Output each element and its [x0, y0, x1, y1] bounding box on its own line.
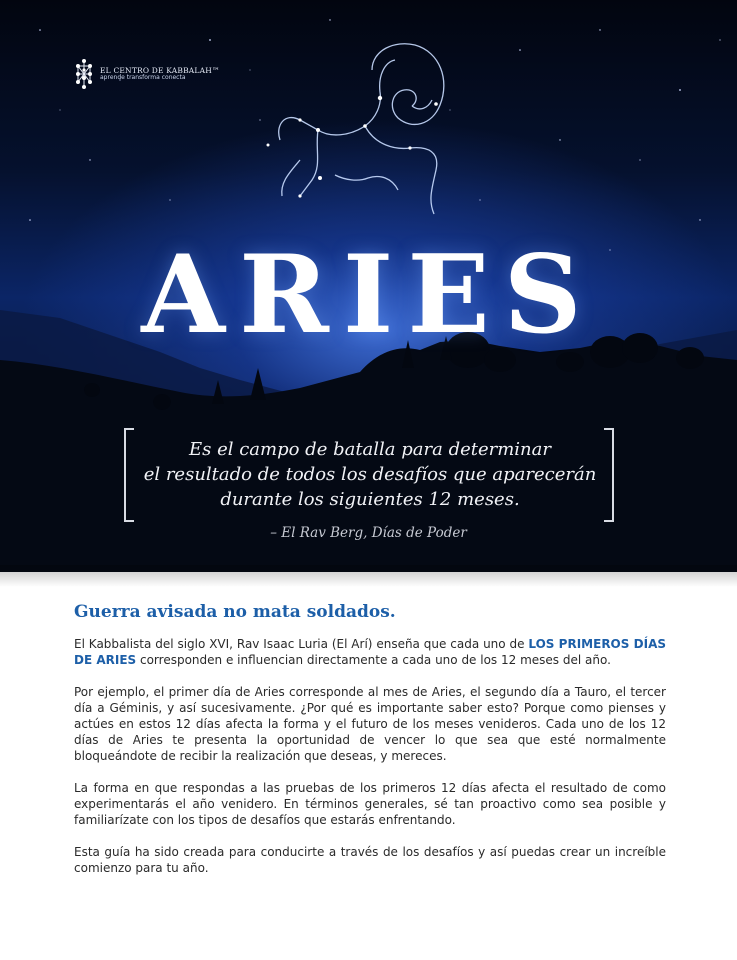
- tree-of-life-icon: [74, 58, 94, 90]
- quote-bracket-right: [604, 428, 614, 522]
- page-title: ARIES: [141, 232, 596, 358]
- paragraph-1: [74, 636, 666, 668]
- quote-bracket-left: [124, 428, 134, 522]
- section-divider-shadow: [0, 565, 737, 587]
- quote-attribution: – El Rav Berg, Días de Poder: [270, 525, 467, 541]
- stars: [29, 19, 720, 250]
- paragraph-2: Por ejemplo, el primer día de Aries corresponde al mes de Aries, el segundo día a Tauro, el tercer día a Géminis, y así sucesivamente. ¿Por qué es importante saber esto? Porque como pienses y actúes en estos 12 días afecta la forma y el futuro de los meses venideros. Cada uno de los 12 días de Aries te presenta la oportunidad de vencer lo que sea que esté normalmente bloqueándote de recibir la realización que deseas, y mereces.: [74, 685, 666, 763]
- quote-line: el resultado de todos los desafíos que aparecerán: [143, 464, 597, 485]
- paragraph-3: La forma en que respondas a las pruebas de los primeros 12 días afecta el resultado de como experimentarás el año venidero. En términos generales, sé tan proactivo como sea posible y familiarízate con los tipos de desafíos que estarás enfrentando.: [74, 781, 666, 827]
- article-heading: Guerra avisada no mata soldados.: [74, 602, 396, 622]
- quote-line: Es el campo de batalla para determinar: [188, 439, 551, 460]
- logo-name: EL CENTRO DE KABBALAH™: [100, 65, 220, 75]
- constellation-stars: [267, 96, 438, 198]
- highlight-first-days-of-aries: LOS PRIMEROS DÍAS DE ARIES: [74, 637, 666, 667]
- paragraph-1-text-a: El Kabbalista del siglo XVI, Rav Isaac Luria (El Arí) enseña que cada uno de: [74, 637, 529, 651]
- ram-constellation: [279, 44, 444, 214]
- quote-line: durante los siguientes 12 meses.: [220, 489, 520, 510]
- paragraph-1-text-b: corresponden e influencian directamente a cada uno de los 12 meses del año.: [136, 653, 611, 667]
- paragraph-4: Esta guía ha sido creada para conducirte a través de los desafíos y así puedas crear un increíble comienzo para tu año.: [74, 845, 666, 875]
- pull-quote: [140, 437, 600, 512]
- logo-tagline: aprende transforma conecta: [100, 73, 186, 81]
- article-body: [74, 602, 666, 892]
- kabbalah-centre-logo: [74, 58, 220, 90]
